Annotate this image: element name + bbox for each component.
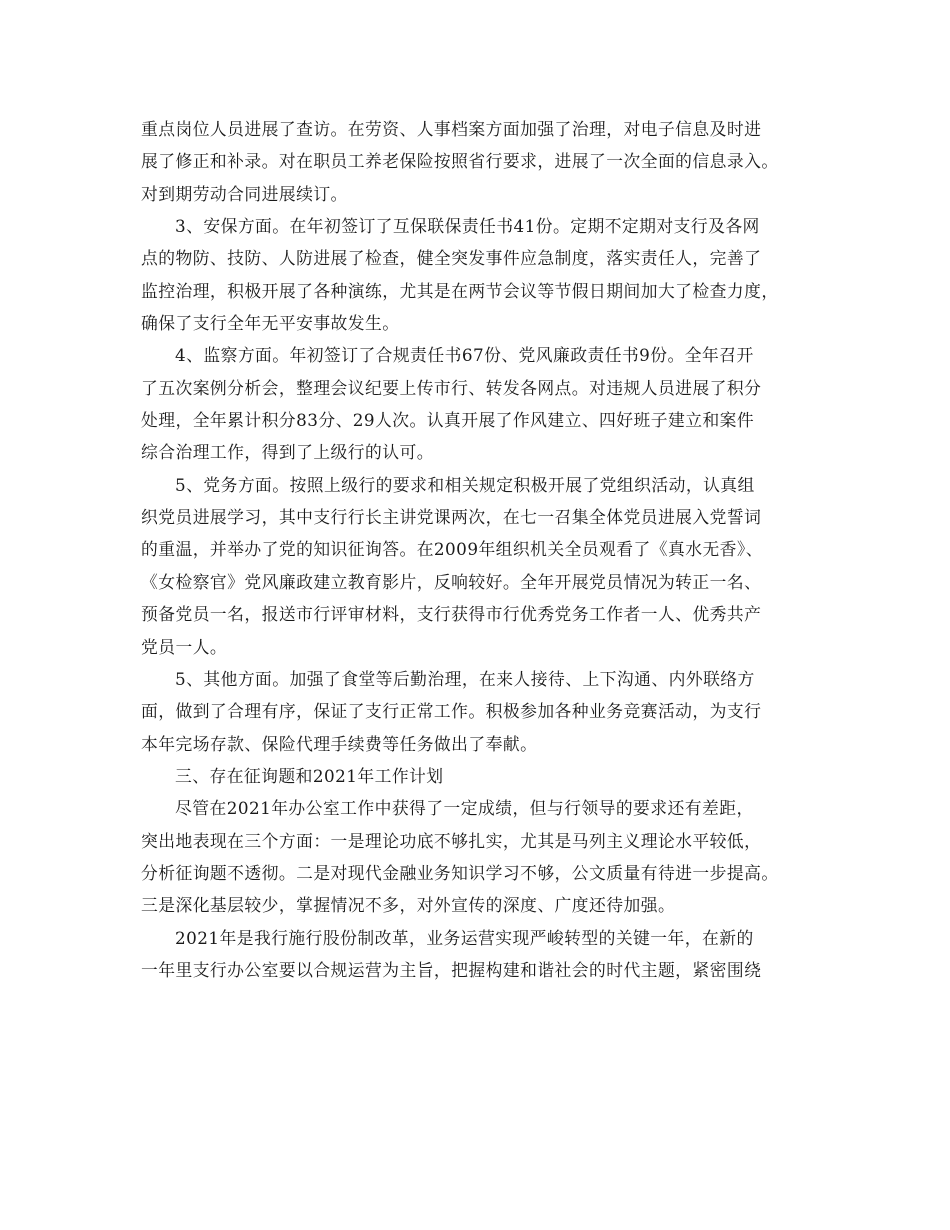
text-line: 突出地表现在三个方面：一是理论功底不够扎实，尤其是马列主义理论水平较低， <box>141 830 762 851</box>
text-line: 一年里支行办公室要以合规运营为主旨，把握构建和谐社会的时代主题，紧密围绕 <box>141 959 762 980</box>
text-line: 重点岗位人员进展了查访。在劳资、人事档案方面加强了治理，对电子信息及时进 <box>141 119 762 139</box>
text-line: 《女检察官》党风廉政建立教育影片，反响较好。全年开展党员情况为转正一名、 <box>141 571 762 592</box>
text-line: 尽管在2021年办公室工作中获得了一定成绩，但与行领导的要求还有差距， <box>175 798 754 819</box>
text-line: 面，做到了合理有序，保证了支行正常工作。积极参加各种业务竞赛活动，为支行 <box>141 701 762 722</box>
text-line: 分析征询题不透彻。二是对现代金融业务知识学习不够，公文质量有待进一步提高。 <box>141 862 779 883</box>
text-line: 本年完场存款、保险代理手续费等任务做出了奉献。 <box>141 733 538 754</box>
text-line: 3、安保方面。在年初签订了互保联保责任书41份。定期不定期对支行及各网 <box>175 216 760 237</box>
text-line: 5、其他方面。加强了食堂等后勤治理，在来人接待、上下沟通、内外联络方 <box>175 668 755 689</box>
text-line: 监控治理，积极开展了各种演练，尤其是在两节会议等节假日期间加大了检查力度， <box>141 280 779 301</box>
text-line: 处理，全年累计积分83分、29人次。认真开展了作风建立、四好班子建立和案件 <box>141 410 755 431</box>
document-body <box>141 113 826 986</box>
text-line: 确保了支行全年无平安事故发生。 <box>141 313 400 334</box>
text-line: 2021年是我行施行股份制改革，业务运营实现严峻转型的关键一年，在新的 <box>175 927 754 948</box>
text-line: 5、党务方面。按照上级行的要求和相关规定积极开展了党组织活动，认真组 <box>175 474 755 495</box>
text-line: 的重温，并举办了党的知识征询答。在2009年组织机关全员观看了《真水无香》、 <box>141 539 763 560</box>
text-line: 展了修正和补录。对在职员工养老保险按照省行要求，进展了一次全面的信息录入。 <box>141 151 779 172</box>
text-line: 三、存在征询题和2021年工作计划 <box>175 765 444 786</box>
text-line: 点的物防、技防、人防进展了检查，健全突发事件应急制度，落实责任人，完善了 <box>141 248 762 269</box>
text-line: 织党员进展学习，其中支行行长主讲党课两次，在七一召集全体党员进展入党誓词 <box>141 507 762 528</box>
text-line: 党员一人。 <box>141 636 228 657</box>
text-line: 4、监察方面。年初签订了合规责任书67份、党风廉政责任书9份。全年召开 <box>175 345 754 366</box>
text-line: 了五次案例分析会，整理会议纪要上传市行、转发各网点。对违规人员进展了积分 <box>141 377 762 398</box>
text-line: 综合治理工作，得到了上级行的认可。 <box>141 442 434 463</box>
text-line: 三是深化基层较少，掌握情况不多，对外宣传的深度、广度还待加强。 <box>141 895 676 916</box>
text-line: 预备党员一名，报送市行评审材料，支行获得市行优秀党务工作者一人、优秀共产 <box>141 604 762 625</box>
text-line: 对到期劳动合同进展续订。 <box>141 183 348 204</box>
